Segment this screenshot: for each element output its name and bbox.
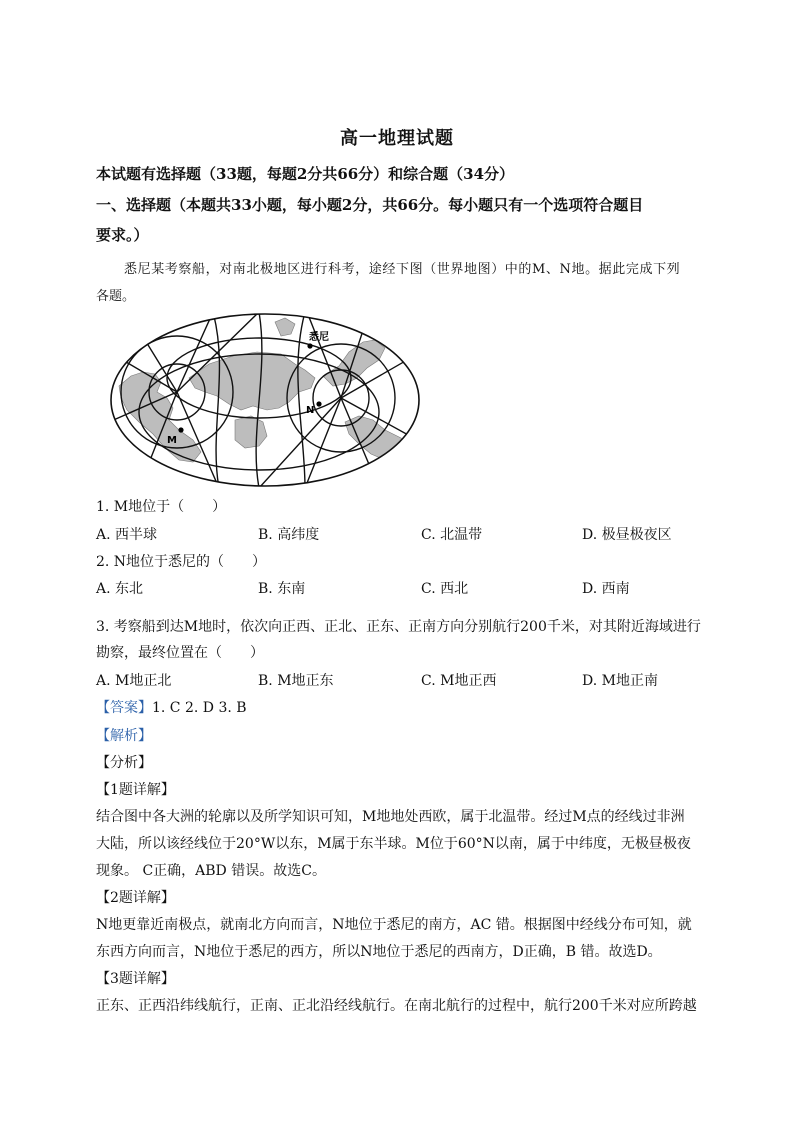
q2-option-b: B. 东南: [258, 581, 306, 597]
q2-option-c: C. 西北: [421, 581, 469, 597]
q3-option-b: B. M地正东: [258, 673, 334, 689]
detail2-line1: N地更靠近南极点，就南北方向而言，N地位于悉尼的南方，AC 错。根据图中经线分布可知，就: [96, 917, 692, 933]
q1-text: 1. M地位于（ ）: [96, 499, 227, 515]
q1-option-b: B. 高纬度: [258, 527, 320, 543]
fenxi-label: 【分析】: [96, 755, 152, 771]
sydney-point: [307, 343, 312, 348]
intro-line: 本试题有选择题（33题，每题2分共66分）和综合题（34分）: [96, 165, 515, 183]
detail1-line2: 大陆，所以该经线位于20°W以东，M属于东半球。M位于60°N以南，属于中纬度，无极昼极夜: [96, 836, 691, 852]
world-map: [109, 312, 421, 488]
q2-option-a: A. 东北: [96, 581, 144, 597]
n-point: [316, 401, 321, 406]
detail3-line1: 正东、正西沿纬线航行，正南、正北沿经线航行。在南北航行的过程中，航行200千米对应所跨越: [96, 998, 697, 1014]
detail1-line1: 结合图中各大洲的轮廓以及所学知识可知，M地地处西欧，属于北温带。经过M点的经线过非洲: [96, 809, 685, 825]
q3-option-d: D. M地正南: [582, 673, 658, 689]
map-content: [109, 312, 421, 488]
answer-values: 1. C 2. D 3. B: [152, 700, 247, 716]
q1-option-a: A. 西半球: [96, 527, 158, 543]
q2-text: 2. N地位于悉尼的（ ）: [96, 554, 267, 570]
q3-option-a: A. M地正北: [96, 673, 172, 689]
section-heading-line1: 一、选择题（本题共33小题，每小题2分，共66分。每小题只有一个选项符合题目: [96, 196, 644, 214]
detail2-heading: 【2题详解】: [96, 890, 175, 906]
detail2-line2: 东西方向而言，N地位于悉尼的西方，所以N地位于悉尼的西南方，D正确，B 错。故选D。: [96, 944, 662, 960]
detail1-heading: 【1题详解】: [96, 782, 175, 798]
q1-option-c: C. 北温带: [421, 527, 483, 543]
stem-line1: 悉尼某考察船，对南北极地区进行科考，途经下图（世界地图）中的M、N地。据此完成下列: [124, 262, 681, 277]
sydney-label: 悉尼: [309, 332, 329, 343]
detail1-line3: 现象。 C正确，ABD 错误。故选C。: [96, 863, 326, 879]
section-heading-line2: 要求。）: [96, 226, 149, 244]
m-label: M: [167, 435, 177, 446]
detail3-heading: 【3题详解】: [96, 971, 175, 987]
q3-text-line2: 勘察，最终位置在（ ）: [96, 645, 264, 661]
q3-text-line1: 3. 考察船到达M地时，依次向正西、正北、正东、正南方向分别航行200千米，对其附近海域进行: [96, 619, 701, 635]
stem-line2: 各题。: [96, 289, 136, 304]
q1-option-d: D. 极昼极夜区: [582, 527, 672, 543]
m-point: [178, 427, 183, 432]
answer-label: 【答案】: [96, 700, 152, 716]
answer-line: [96, 697, 247, 717]
q2-option-d: D. 西南: [582, 581, 630, 597]
page-title: 高一地理试题: [340, 128, 454, 149]
n-label: N: [306, 405, 315, 416]
analysis-label: 【解析】: [96, 728, 152, 744]
q3-option-c: C. M地正西: [421, 673, 497, 689]
